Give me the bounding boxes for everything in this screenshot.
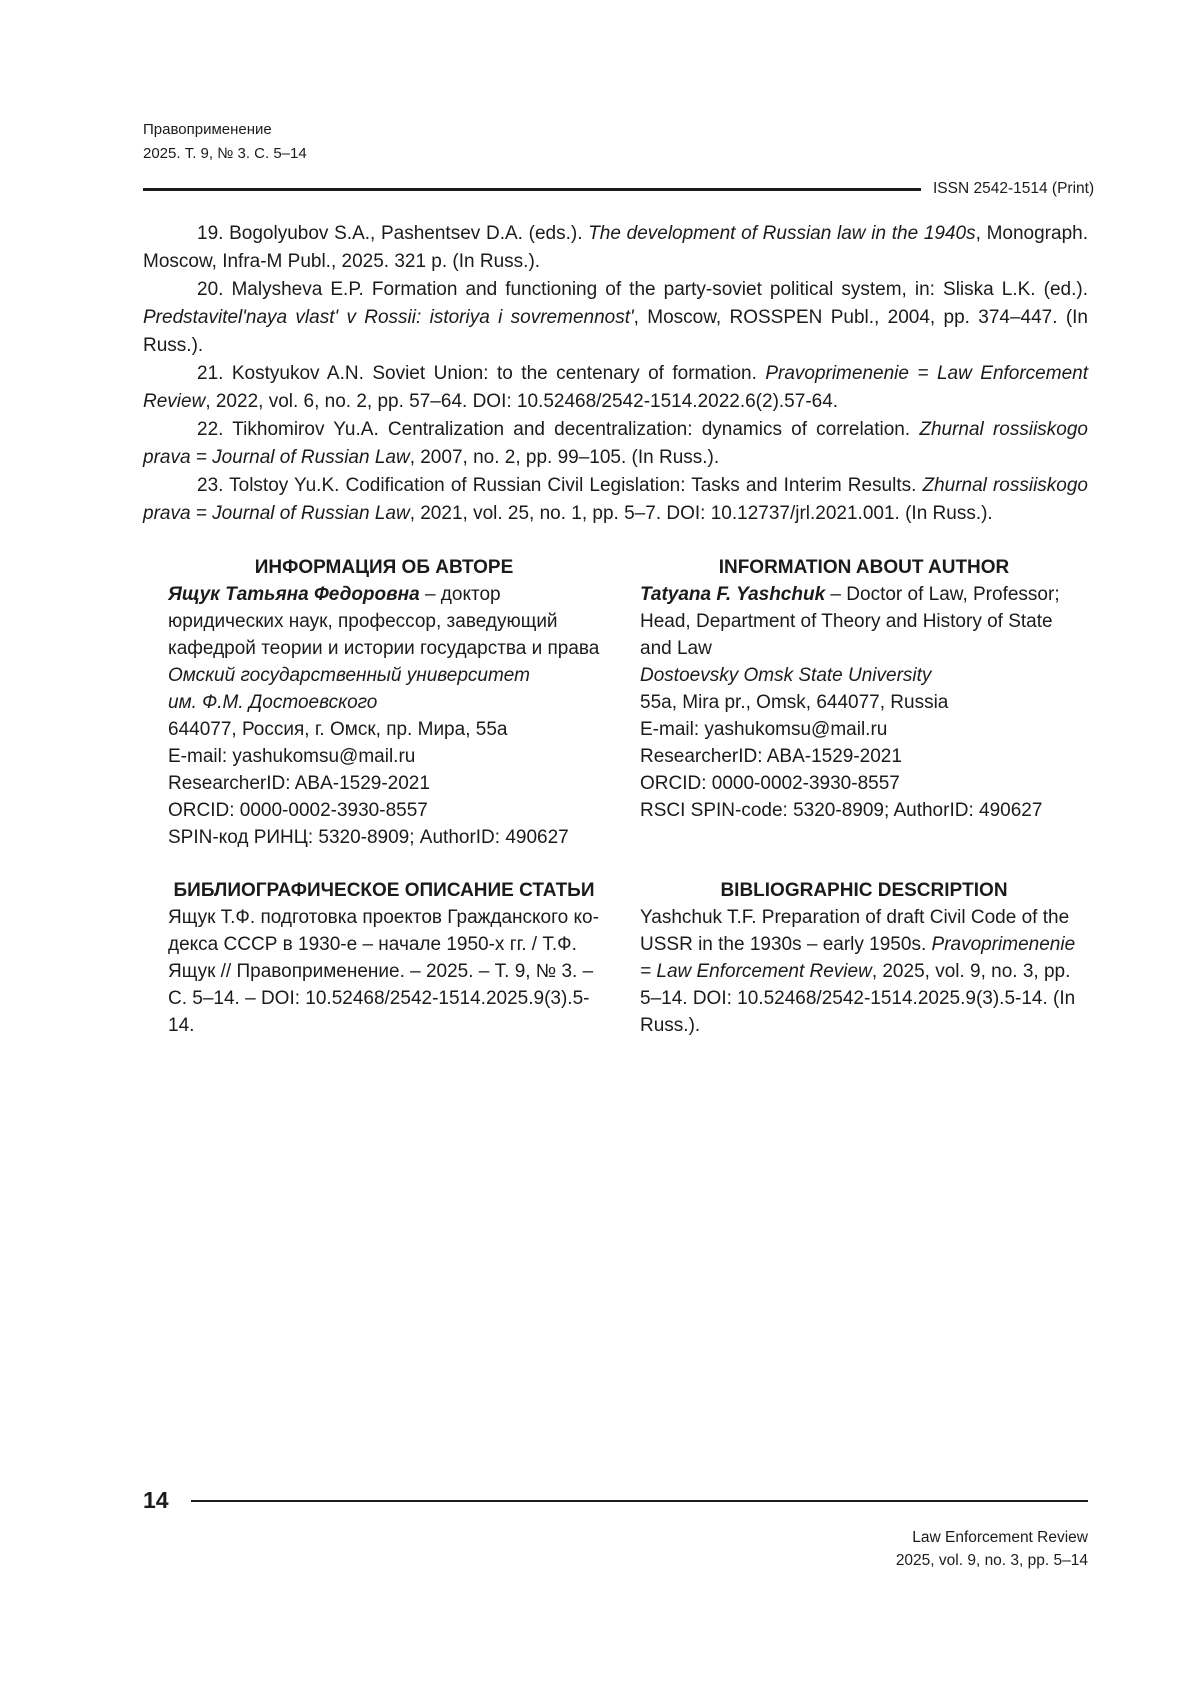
author-researcherid-en: ResearcherID: ABA-1529-2021 <box>640 746 902 767</box>
author-description-en <box>640 581 1088 662</box>
page-number: 14 <box>143 1487 169 1513</box>
reference-item-22 <box>143 416 1088 472</box>
reference-source-italic: Zhurnal rossiiskogo prava = Journal of Russian Law <box>143 475 1088 524</box>
author-researcherid-ru: ResearcherID: ABA-1529-2021 <box>168 773 430 794</box>
page-header <box>143 0 1095 198</box>
journal-issue-ru: 2025. Т. 9, № 3. С. 5–14 <box>143 145 307 162</box>
author-orcid-ru: ORCID: 0000-0002-3930-8557 <box>168 800 428 821</box>
reference-text: , Monograph. Moscow, Infra-M Publ., 2025. 321 p. (In Russ.). <box>143 223 1088 272</box>
author-info-section <box>143 554 1088 851</box>
bibliographic-section <box>143 877 1088 1039</box>
biblio-text-ru: Ящук Т.Ф. подготовка проектов Гражданского кодекса СССР в 1930-е – начале 1950-х гг. / Т.Ф. Ящук // Правоприменение. – 2025. – Т. 9, № 3. – С. 5–14. – DOI: 10.52468/2542-1514.2025.9(3).5-14. <box>168 907 599 1036</box>
author-info-en <box>640 554 1088 851</box>
reference-text: , Moscow, ROSSPEN Publ., 2004, pp. 374–447. (In Russ.). <box>143 307 1088 356</box>
author-info-heading-en: INFORMATION ABOUT AUTHOR <box>718 557 1010 578</box>
journal-issue-en: 2025, vol. 9, no. 3, pp. 5–14 <box>895 1552 1088 1569</box>
author-info-heading-ru: ИНФОРМАЦИЯ ОБ АВТОРЕ <box>254 557 514 578</box>
reference-text: 22. Tikhomirov Yu.A. Centralization and decentralization: dynamics of correlation. <box>197 419 920 440</box>
author-name-en: Tatyana F. Yashchuk <box>640 584 826 605</box>
issn-label: ISSN 2542-1514 (Print) <box>933 180 1095 197</box>
reference-source-italic: Pravoprimenenie = Law Enforcement Review <box>143 363 1088 412</box>
author-name-ru: Ящук Татьяна Федоровна <box>168 584 420 605</box>
biblio-source-italic: Pravoprimenenie = Law Enforcement Review <box>640 934 1076 982</box>
footer-rule-row <box>143 1487 1088 1514</box>
header-divider <box>143 188 921 191</box>
author-degrees-ru: – доктор юридических наук, профессор, заведующий кафедрой теории и истории государства и права <box>168 584 600 659</box>
author-affiliation-en: Dostoevsky Omsk State University <box>640 665 932 686</box>
author-degrees-en: – Doctor of Law, Professor; Head, Department of Theory and History of State and Law <box>640 584 1060 659</box>
affiliation-line1-ru: Омский государственный университет <box>168 665 530 686</box>
reference-item-19 <box>143 220 1088 276</box>
biblio-heading-en: BIBLIOGRAPHIC DESCRIPTION <box>720 880 1008 901</box>
author-info-ru <box>168 554 600 851</box>
reference-text: , 2022, vol. 6, no. 2, pp. 57–64. DOI: 10.52468/2542-1514.2022.6(2).57-64. <box>205 391 839 412</box>
footer-divider <box>191 1500 1088 1502</box>
header-rule-row <box>143 180 1095 198</box>
affiliation-line2-ru: им. Ф.М. Достоевского <box>168 692 378 713</box>
page-footer <box>0 1487 1200 1572</box>
author-address-ru: 644077, Россия, г. Омск, пр. Мира, 55а <box>168 719 508 740</box>
author-spin-ru: SPIN-код РИНЦ: 5320-8909; AuthorID: 490627 <box>168 827 569 848</box>
biblio-ru <box>168 877 600 1039</box>
author-spin-en: RSCI SPIN-code: 5320-8909; AuthorID: 490627 <box>640 800 1043 821</box>
reference-item-23 <box>143 472 1088 528</box>
footer-journal-info <box>0 1526 1088 1572</box>
biblio-en <box>640 877 1088 1039</box>
reference-item-21 <box>143 360 1088 416</box>
reference-text: 21. Kostyukov A.N. Soviet Union: to the centenary of formation. <box>197 363 766 384</box>
author-email-en: E-mail: yashukomsu@mail.ru <box>640 719 888 740</box>
journal-title-ru: Правоприменение <box>143 121 272 138</box>
author-description-ru <box>168 581 600 662</box>
biblio-heading-ru: БИБЛИОГРАФИЧЕСКОЕ ОПИСАНИЕ СТАТЬИ <box>173 880 595 901</box>
reference-source-italic: Predstavitel'naya vlast' v Rossii: istoriya i sovremennost' <box>143 307 634 328</box>
biblio-text-pre: Yashchuk T.F. Preparation of draft Civil Code of the USSR in the 1930s – early 1950s. <box>640 907 1070 955</box>
reference-source-italic: Zhurnal rossiiskogo prava = Journal of Russian Law <box>143 419 1088 468</box>
author-address-en: 55a, Mira pr., Omsk, 644077, Russia <box>640 692 949 713</box>
journal-title-en: Law Enforcement Review <box>912 1529 1088 1546</box>
author-affiliation-ru <box>168 662 600 716</box>
reference-text: 19. Bogolyubov S.A., Pashentsev D.A. (eds.). <box>197 223 589 244</box>
reference-item-20 <box>143 276 1088 360</box>
reference-text: , 2007, no. 2, pp. 99–105. (In Russ.). <box>409 447 720 468</box>
reference-text: 20. Malysheva E.P. Formation and functioning of the party-soviet political system, in: Sliska L.K. (ed.). <box>197 279 1088 300</box>
reference-text: , 2021, vol. 25, no. 1, pp. 5–7. DOI: 10.12737/jrl.2021.001. (In Russ.). <box>409 503 993 524</box>
biblio-text-en <box>640 904 1088 1039</box>
references-list <box>143 220 1088 528</box>
reference-source-italic: The development of Russian law in the 1940s <box>588 223 976 244</box>
author-orcid-en: ORCID: 0000-0002-3930-8557 <box>640 773 900 794</box>
reference-text: 23. Tolstoy Yu.K. Codification of Russian Civil Legislation: Tasks and Interim Results. <box>197 475 923 496</box>
biblio-text-post: , 2025, vol. 9, no. 3, pp. 5–14. DOI: 10.52468/2542-1514.2025.9(3).5-14. (In Russ.). <box>640 961 1076 1036</box>
author-email-ru: E-mail: yashukomsu@mail.ru <box>168 746 416 767</box>
